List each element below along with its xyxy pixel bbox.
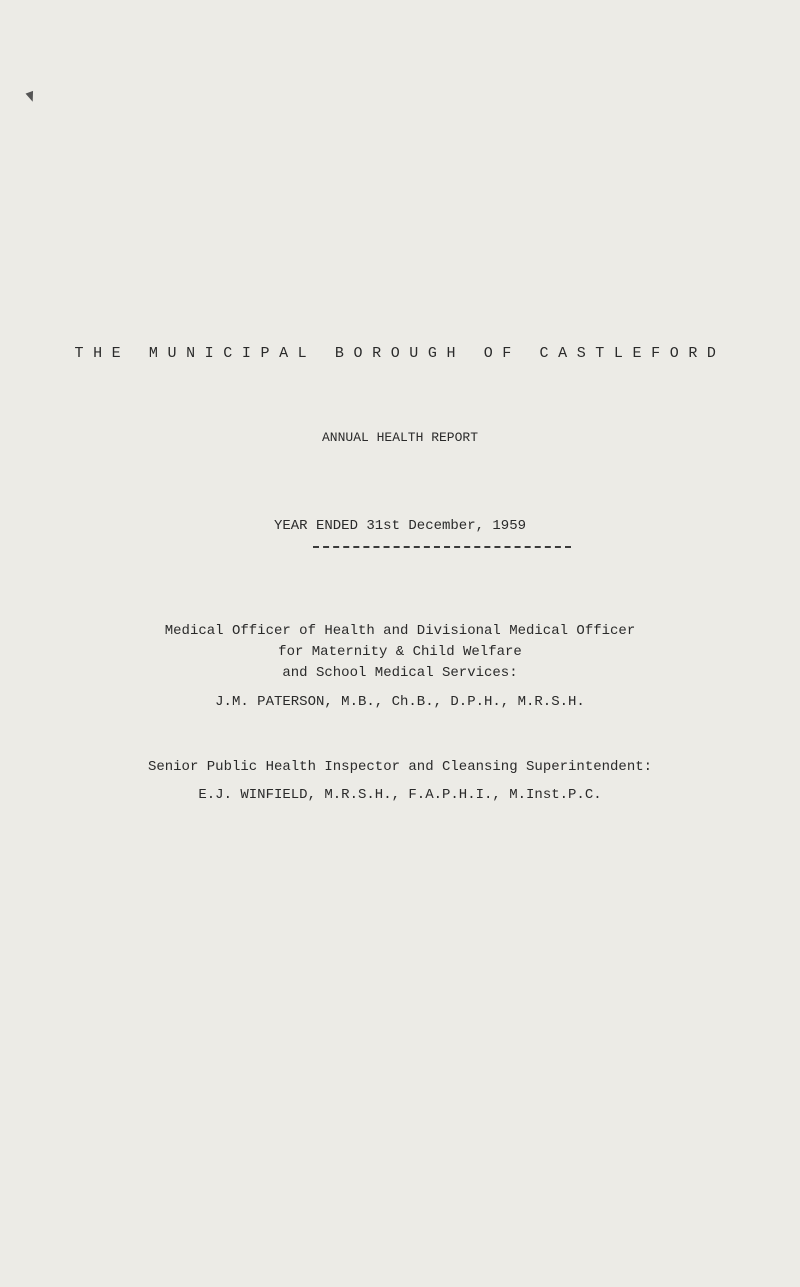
scan-mark bbox=[26, 91, 37, 103]
medical-officer-role-line-1: Medical Officer of Health and Divisional Medical Officer bbox=[164, 623, 636, 639]
report-title: ANNUAL HEALTH REPORT bbox=[321, 430, 479, 445]
year-line: YEAR ENDED 31st December, 1959 bbox=[273, 518, 527, 534]
inspector-role-line: Senior Public Health Inspector and Cleansing Superintendent: bbox=[147, 759, 653, 775]
medical-officer-name: J.M. PATERSON, M.B., Ch.B., D.P.H., M.R.S.H. bbox=[215, 694, 585, 710]
borough-heading: THE MUNICIPAL BOROUGH OF CASTLEFORD bbox=[74, 345, 726, 362]
inspector-name: E.J. WINFIELD, M.R.S.H., F.A.P.H.I., M.Inst.P.C. bbox=[198, 787, 602, 803]
medical-officer-role-line-2: for Maternity & Child Welfare bbox=[278, 644, 522, 660]
dashed-divider bbox=[313, 546, 571, 548]
medical-officer-role-line-3: and School Medical Services: bbox=[282, 665, 518, 681]
